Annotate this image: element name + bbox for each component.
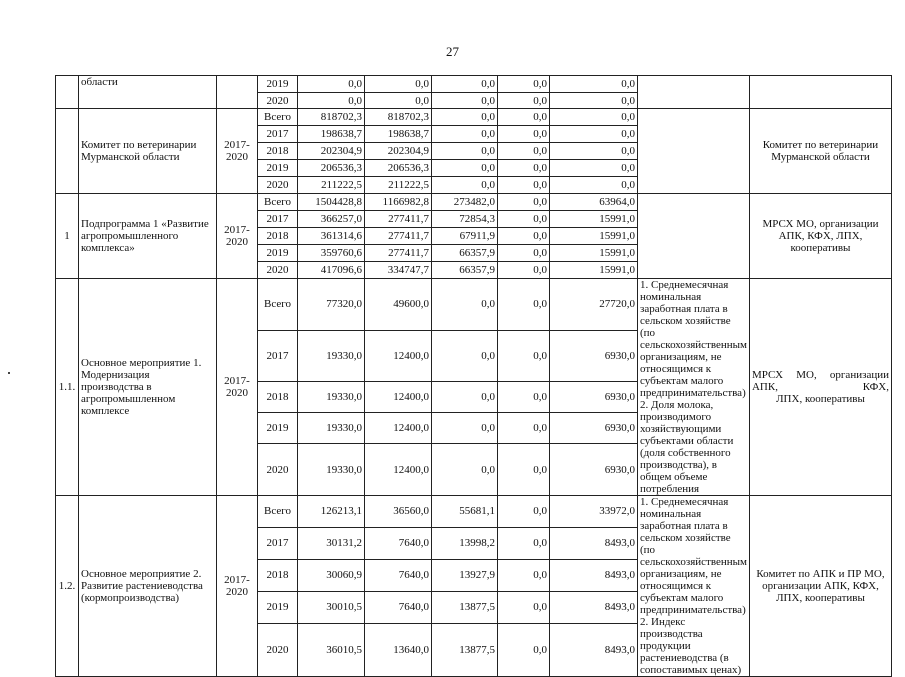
value-cell: 0,0: [498, 279, 550, 331]
value-cell: 72854,3: [432, 211, 498, 228]
value-cell: 55681,1: [432, 496, 498, 528]
value-cell: 77320,0: [298, 279, 365, 331]
value-cell: 66357,9: [432, 245, 498, 262]
value-cell: 273482,0: [432, 194, 498, 211]
value-cell: 0,0: [498, 591, 550, 623]
row-number-cell: [56, 76, 79, 109]
value-cell: 0,0: [550, 177, 638, 194]
value-cell: 15991,0: [550, 262, 638, 279]
year-cell: 2020: [258, 177, 298, 194]
value-cell: 12400,0: [365, 382, 432, 413]
value-cell: 0,0: [498, 245, 550, 262]
year-cell: 2020: [258, 444, 298, 496]
value-cell: 277411,7: [365, 245, 432, 262]
value-cell: 0,0: [298, 93, 365, 109]
page-number: 27: [446, 44, 459, 59]
value-cell: 334747,7: [365, 262, 432, 279]
period-cell: 2017-2020: [217, 279, 258, 496]
value-cell: 0,0: [550, 93, 638, 109]
year-cell: 2019: [258, 413, 298, 444]
value-cell: 0,0: [550, 126, 638, 143]
value-cell: 66357,9: [432, 262, 498, 279]
value-cell: 63964,0: [550, 194, 638, 211]
value-cell: 0,0: [432, 126, 498, 143]
value-cell: 0,0: [498, 228, 550, 245]
value-cell: 0,0: [498, 444, 550, 496]
year-cell: 2018: [258, 143, 298, 160]
value-cell: 13998,2: [432, 527, 498, 559]
indicator-cell: 1. Среднемесячная номинальная заработная плата в сельском хозяйстве (по сельскохозяйственным организациям, не относящимся к субъектам малого предпринимательства) 2. Индекс производства продукции растениеводства (в сопоставимых ценах): [638, 496, 750, 677]
value-cell: 19330,0: [298, 444, 365, 496]
year-cell: 2017: [258, 527, 298, 559]
value-cell: 0,0: [550, 160, 638, 177]
value-cell: 0,0: [432, 279, 498, 331]
program-funding-table: [55, 75, 892, 677]
value-cell: 0,0: [432, 109, 498, 126]
item-name-cell: Комитет по ветеринарии Мурманской области: [79, 109, 217, 194]
value-cell: 8493,0: [550, 623, 638, 676]
row-number-cell: 1.1.: [56, 279, 79, 496]
value-cell: 0,0: [498, 496, 550, 528]
table-row: [56, 496, 892, 528]
value-cell: 27720,0: [550, 279, 638, 331]
value-cell: 198638,7: [298, 126, 365, 143]
value-cell: 7640,0: [365, 527, 432, 559]
value-cell: 19330,0: [298, 413, 365, 444]
value-cell: 0,0: [498, 143, 550, 160]
value-cell: 36560,0: [365, 496, 432, 528]
table-row: [56, 279, 892, 331]
year-cell: 2017: [258, 126, 298, 143]
executor-cell: Комитет по ветеринарии Мурманской области: [749, 109, 891, 194]
value-cell: 36010,5: [298, 623, 365, 676]
value-cell: 0,0: [550, 109, 638, 126]
scan-speck: [8, 372, 10, 374]
year-cell: 2018: [258, 382, 298, 413]
executor-line: МРСХ МО, организации АПК, КФХ,: [751, 369, 889, 393]
value-cell: 277411,7: [365, 211, 432, 228]
period-cell: [217, 76, 258, 109]
year-cell: 2019: [258, 76, 298, 93]
value-cell: 198638,7: [365, 126, 432, 143]
value-cell: 7640,0: [365, 591, 432, 623]
value-cell: 0,0: [432, 160, 498, 177]
indicator-cell: [638, 194, 750, 279]
item-name-cell: области: [79, 76, 217, 109]
year-cell: 2017: [258, 330, 298, 382]
year-cell: 2018: [258, 559, 298, 591]
row-number-cell: 1: [56, 194, 79, 279]
year-cell: 2019: [258, 245, 298, 262]
item-name-cell: Подпрограмма 1 «Развитие агропромышленного комплекса»: [79, 194, 217, 279]
value-cell: 0,0: [365, 76, 432, 93]
value-cell: 206536,3: [298, 160, 365, 177]
value-cell: 0,0: [498, 177, 550, 194]
indicator-cell: [638, 76, 750, 109]
value-cell: 30131,2: [298, 527, 365, 559]
value-cell: 13877,5: [432, 591, 498, 623]
value-cell: 67911,9: [432, 228, 498, 245]
value-cell: 0,0: [298, 76, 365, 93]
period-cell: 2017-2020: [217, 194, 258, 279]
value-cell: 202304,9: [365, 143, 432, 160]
value-cell: 33972,0: [550, 496, 638, 528]
value-cell: 12400,0: [365, 444, 432, 496]
value-cell: 7640,0: [365, 559, 432, 591]
value-cell: 0,0: [432, 382, 498, 413]
value-cell: 12400,0: [365, 330, 432, 382]
year-cell: 2019: [258, 591, 298, 623]
year-cell: 2020: [258, 262, 298, 279]
executor-cell: [749, 279, 891, 496]
item-name-cell: Основное мероприятие 2. Развитие растениеводства (кормопроизводства): [79, 496, 217, 677]
value-cell: 19330,0: [298, 330, 365, 382]
value-cell: 0,0: [498, 160, 550, 177]
value-cell: 361314,6: [298, 228, 365, 245]
value-cell: 8493,0: [550, 591, 638, 623]
value-cell: 0,0: [432, 93, 498, 109]
year-cell: Всего: [258, 279, 298, 331]
year-cell: 2019: [258, 160, 298, 177]
value-cell: 15991,0: [550, 228, 638, 245]
value-cell: 8493,0: [550, 527, 638, 559]
value-cell: 0,0: [498, 527, 550, 559]
period-cell: 2017-2020: [217, 109, 258, 194]
value-cell: 0,0: [498, 262, 550, 279]
year-cell: Всего: [258, 194, 298, 211]
value-cell: 277411,7: [365, 228, 432, 245]
value-cell: 211222,5: [365, 177, 432, 194]
value-cell: 30060,9: [298, 559, 365, 591]
value-cell: 49600,0: [365, 279, 432, 331]
value-cell: 818702,3: [298, 109, 365, 126]
executor-line: ЛПХ, кооперативы: [776, 393, 865, 405]
value-cell: 359760,6: [298, 245, 365, 262]
indicator-cell: [638, 109, 750, 194]
table-row: [56, 109, 892, 126]
indicator-cell: 1. Среднемесячная номинальная заработная плата в сельском хозяйстве (по сельскохозяйственным организациям, не относящимся к субъектам малого предпринимательства) 2. Доля молока, производимого хозяйствующими субъектами области (доля собственного производства), в общем объеме потребления: [638, 279, 750, 496]
value-cell: 126213,1: [298, 496, 365, 528]
year-cell: 2018: [258, 228, 298, 245]
value-cell: 206536,3: [365, 160, 432, 177]
value-cell: 0,0: [432, 76, 498, 93]
value-cell: 0,0: [498, 76, 550, 93]
value-cell: 0,0: [498, 559, 550, 591]
value-cell: 8493,0: [550, 559, 638, 591]
value-cell: 13927,9: [432, 559, 498, 591]
value-cell: 0,0: [550, 143, 638, 160]
value-cell: 1504428,8: [298, 194, 365, 211]
year-cell: 2017: [258, 211, 298, 228]
value-cell: 6930,0: [550, 382, 638, 413]
year-cell: 2020: [258, 93, 298, 109]
value-cell: 0,0: [498, 330, 550, 382]
executor-cell: МРСХ МО, организации АПК, КФХ, ЛПХ, кооперативы: [749, 194, 891, 279]
value-cell: 818702,3: [365, 109, 432, 126]
value-cell: 12400,0: [365, 413, 432, 444]
value-cell: 0,0: [432, 143, 498, 160]
row-number-cell: [56, 109, 79, 194]
value-cell: 0,0: [498, 126, 550, 143]
value-cell: 6930,0: [550, 444, 638, 496]
value-cell: 0,0: [365, 93, 432, 109]
value-cell: 0,0: [498, 211, 550, 228]
value-cell: 0,0: [498, 194, 550, 211]
year-cell: 2020: [258, 623, 298, 676]
executor-cell: Комитет по АПК и ПР МО, организации АПК, КФХ, ЛПХ, кооперативы: [749, 496, 891, 677]
year-cell: Всего: [258, 109, 298, 126]
table-row: [56, 194, 892, 211]
executor-cell: [749, 76, 891, 109]
item-name-cell: Основное мероприятие 1. Модернизация производства в агропромышленном комплексе: [79, 279, 217, 496]
value-cell: 417096,6: [298, 262, 365, 279]
value-cell: 202304,9: [298, 143, 365, 160]
value-cell: 0,0: [498, 382, 550, 413]
value-cell: 19330,0: [298, 382, 365, 413]
value-cell: 0,0: [432, 444, 498, 496]
table-row: [56, 76, 892, 93]
row-number-cell: 1.2.: [56, 496, 79, 677]
value-cell: 6930,0: [550, 330, 638, 382]
value-cell: 0,0: [432, 413, 498, 444]
value-cell: 6930,0: [550, 413, 638, 444]
value-cell: 0,0: [498, 109, 550, 126]
value-cell: 0,0: [432, 330, 498, 382]
value-cell: 0,0: [498, 93, 550, 109]
value-cell: 366257,0: [298, 211, 365, 228]
value-cell: 13640,0: [365, 623, 432, 676]
value-cell: 15991,0: [550, 211, 638, 228]
value-cell: 1166982,8: [365, 194, 432, 211]
value-cell: 0,0: [498, 413, 550, 444]
value-cell: 30010,5: [298, 591, 365, 623]
value-cell: 0,0: [550, 76, 638, 93]
value-cell: 0,0: [498, 623, 550, 676]
value-cell: 0,0: [432, 177, 498, 194]
value-cell: 15991,0: [550, 245, 638, 262]
value-cell: 211222,5: [298, 177, 365, 194]
year-cell: Всего: [258, 496, 298, 528]
value-cell: 13877,5: [432, 623, 498, 676]
period-cell: 2017-2020: [217, 496, 258, 677]
